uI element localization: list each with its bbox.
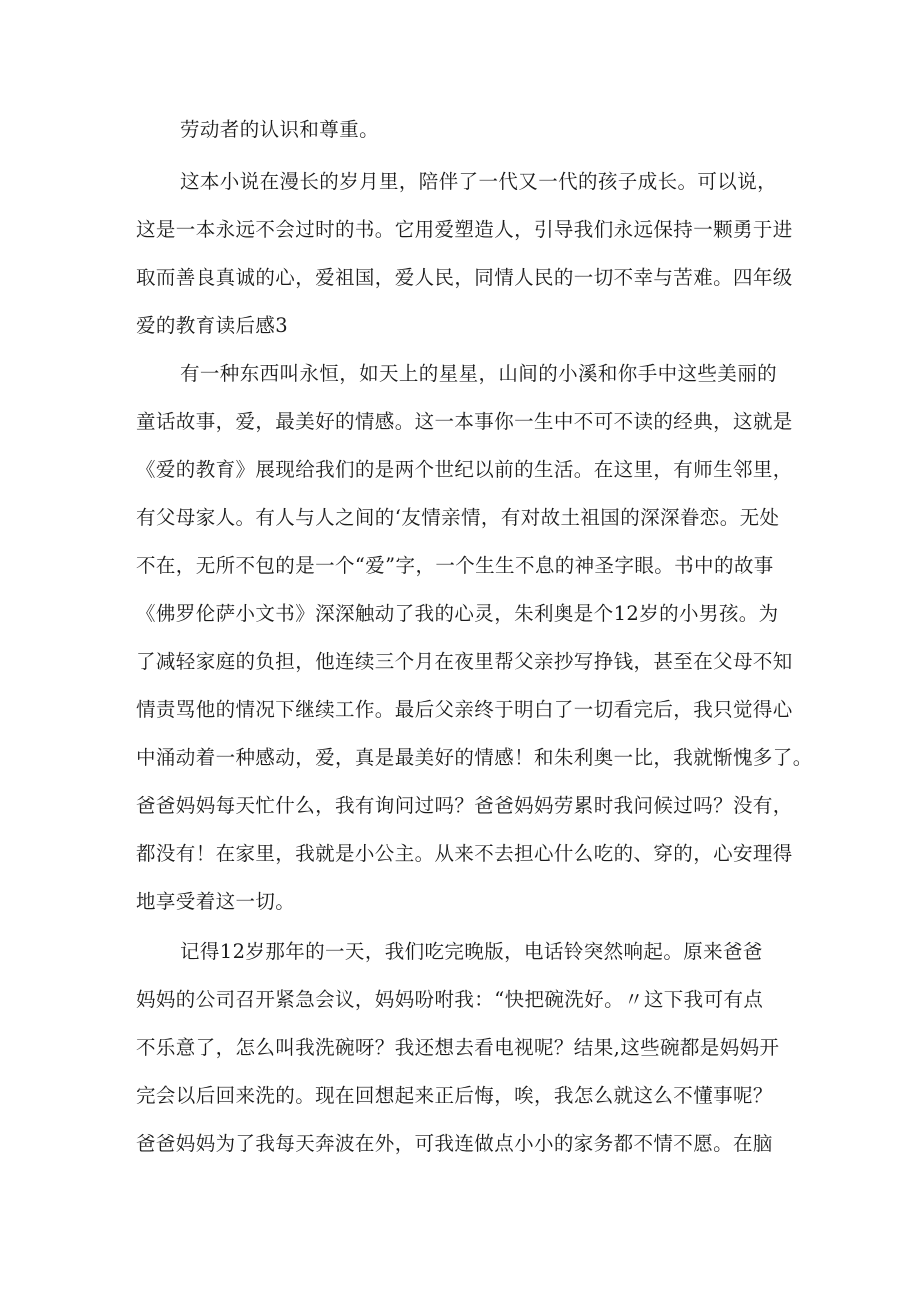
text-line: 完会以后回来洗的。现在回想起来正后悔，唉，我怎么就这么不懂事呢？ <box>136 1084 773 1107</box>
text-line: 有父母家人。有人与人之间的‘友情亲情，有对故土祖国的深深眷恋。无处 <box>136 506 780 529</box>
text-line: 爱的教育读后感3 <box>136 314 289 337</box>
text-line: 地享受着这一切。 <box>136 890 296 913</box>
text-line: 记得12岁那年的一天，我们吃完晚版，电话铃突然响起。原来爸爸 <box>180 940 763 963</box>
text-line: 爸爸妈妈每天忙什么，我有询问过吗？爸爸妈妈劳累时我问候过吗？没有， <box>136 794 793 817</box>
text-line: 不乐意了，怎么叫我洗碗呀？我还想去看电视呢？结果,这些碗都是妈妈开 <box>136 1036 780 1059</box>
text-line: 情责骂他的情况下继续工作。最后父亲终于明白了一切看完后，我只觉得心 <box>136 698 793 721</box>
text-line: 不在，无所不包的是一个“爱”字，一个生生不息的神圣字眼。书中的故事 <box>136 554 774 577</box>
text-line: 《爱的教育》展现给我们的是两个世纪以前的生活。在这里，有师生邻里， <box>136 458 793 481</box>
text-line: 《佛罗伦萨小文书》深深触动了我的心灵，朱利奥是个12岁的小男孩。为 <box>136 602 779 625</box>
text-line: 妈妈的公司召开紧急会议，妈妈吩咐我：“快把碗洗好。〃这下我可有点 <box>136 988 764 1011</box>
text-line: 这本小说在漫长的岁月里，陪伴了一代又一代的孩子成长。可以说， <box>180 170 778 193</box>
text-line: 有一种东西叫永恒，如天上的星星，山间的小溪和你手中这些美丽的 <box>180 362 778 385</box>
text-line: 取而善良真诚的心，爱祖国，爱人民，同情人民的一切不幸与苦难。四年级 <box>136 266 793 289</box>
text-line: 爸爸妈妈为了我每天奔波在外，可我连做点小小的家务都不情不愿。在脑 <box>136 1132 773 1155</box>
text-line: 劳动者的认识和尊重。 <box>180 118 380 141</box>
text-line: 这是一本永远不会过时的书。它用爱塑造人，引导我们永远保持一颗勇于进 <box>136 218 793 241</box>
text-line: 童话故事，爱，最美好的情感。这一本事你一生中不可不读的经典，这就是 <box>136 410 793 433</box>
text-line: 都没有！在家里，我就是小公主。从来不去担心什么吃的、穿的，心安理得 <box>136 842 793 865</box>
text-line: 中涌动着一种感动，爱，真是最美好的情感！和朱利奥一比，我就惭愧多了。 <box>136 746 813 769</box>
text-line: 了减轻家庭的负担，他连续三个月在夜里帮父亲抄写挣钱，甚至在父母不知 <box>136 650 793 673</box>
